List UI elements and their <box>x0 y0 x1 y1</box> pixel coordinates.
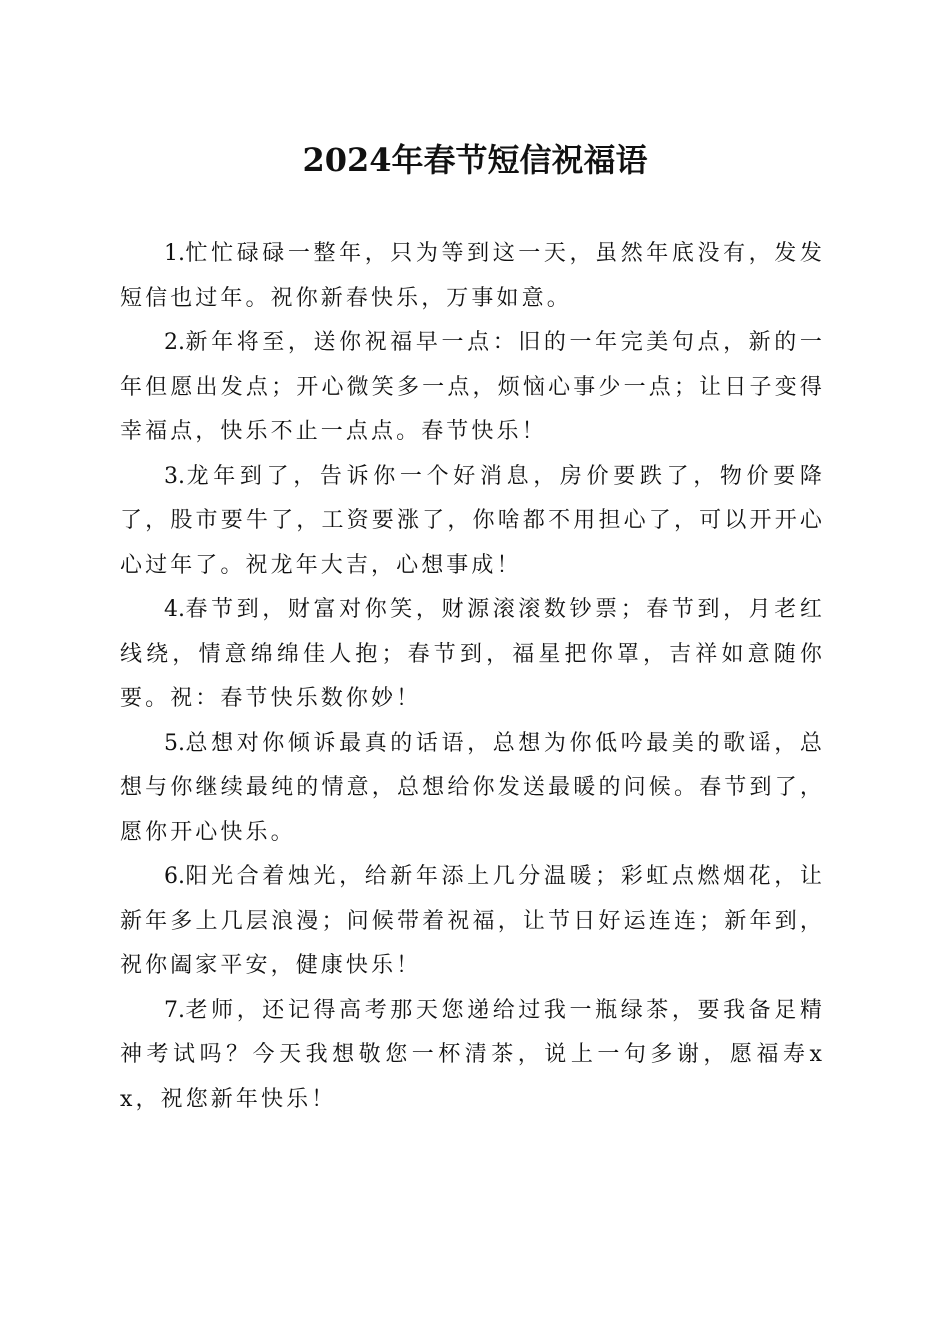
paragraph-number: 7. <box>164 997 185 1023</box>
paragraph-7 <box>120 989 825 1123</box>
paragraph-1 <box>120 232 825 321</box>
paragraph-number: 3. <box>164 463 185 489</box>
paragraph-text: 忙忙碌碌一整年，只为等到这一天，虽然年底没有，发发短信也过年。祝你新春快乐，万事如意。 <box>120 241 825 311</box>
paragraph-6 <box>120 855 825 989</box>
paragraph-text: 龙年到了，告诉你一个好消息，房价要跌了，物价要降了，股市要牛了，工资要涨了，你啥都不用担心了，可以开开心心过年了。祝龙年大吉，心想事成！ <box>120 463 825 578</box>
paragraph-text: 新年将至，送你祝福早一点：旧的一年完美句点，新的一年但愿出发点；开心微笑多一点，烦恼心事少一点；让日子变得幸福点，快乐不止一点点。春节快乐！ <box>120 330 825 444</box>
paragraph-number: 6. <box>164 864 185 889</box>
paragraph-2 <box>120 321 825 455</box>
document-body <box>120 232 825 1122</box>
paragraph-4 <box>120 588 825 722</box>
paragraph-number: 5. <box>164 730 185 756</box>
paragraph-number: 4. <box>164 597 185 622</box>
document-title: 2024年春节短信祝福语 <box>302 141 648 179</box>
paragraph-number: 2. <box>164 330 185 355</box>
paragraph-text: 老师，还记得高考那天您递给过我一瓶绿茶，要我备足精神考试吗？今天我想敬您一杯清茶，说上一句多谢，愿福寿xx，祝您新年快乐！ <box>120 997 825 1112</box>
paragraph-text: 总想对你倾诉最真的话语，总想为你低吟最美的歌谣，总想与你继续最纯的情意，总想给你发送最暖的问候。春节到了，愿你开心快乐。 <box>120 730 825 845</box>
paragraph-3 <box>120 455 825 589</box>
paragraph-text: 阳光合着烛光，给新年添上几分温暖；彩虹点燃烟花，让新年多上几层浪漫；问候带着祝福，让节日好运连连；新年到，祝你阖家平安，健康快乐！ <box>120 864 825 978</box>
paragraph-5 <box>120 722 825 856</box>
paragraph-number: 1. <box>164 241 185 266</box>
paragraph-text: 春节到，财富对你笑，财源滚滚数钞票；春节到，月老红线绕，情意绵绵佳人抱；春节到，福星把你罩，吉祥如意随你要。祝：春节快乐数你妙！ <box>120 597 825 711</box>
